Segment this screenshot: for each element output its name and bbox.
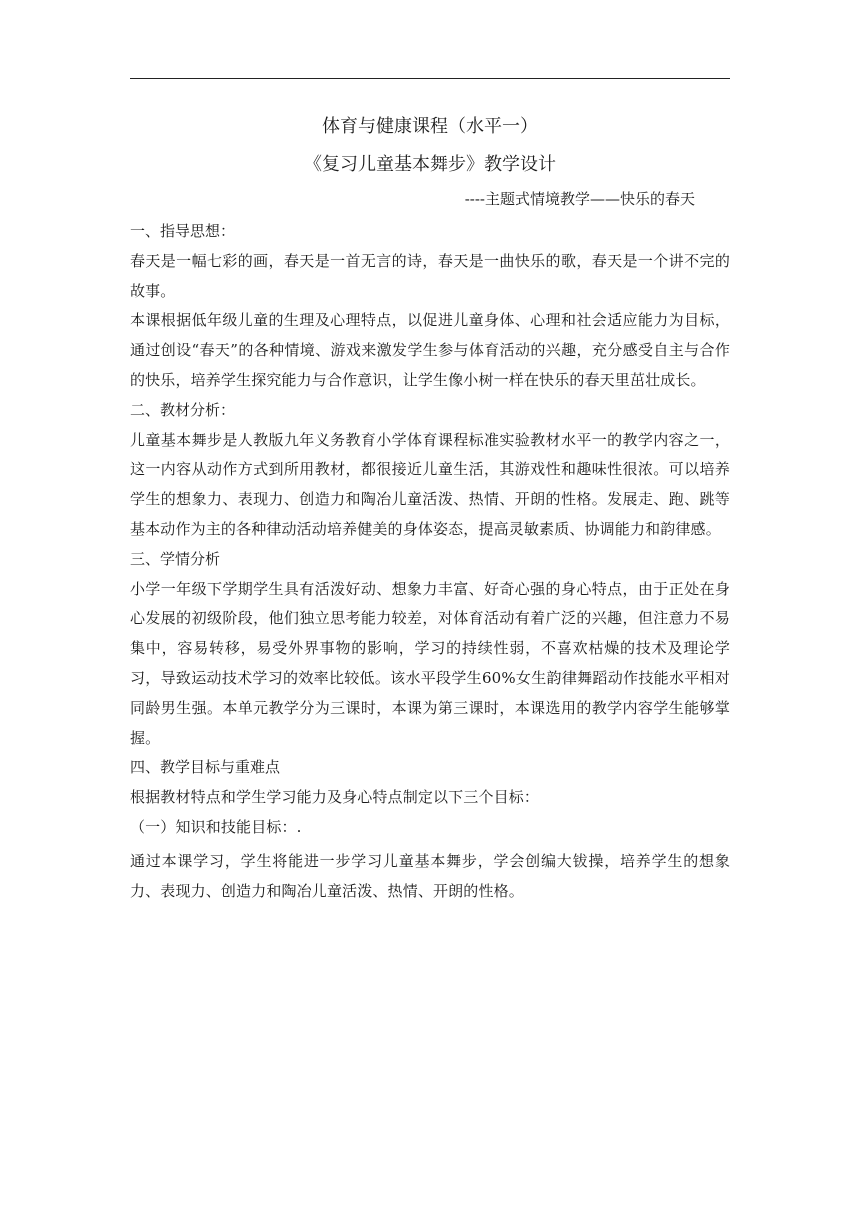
paragraph: 儿童基本舞步是人教版九年义务教育小学体育课程标准实验教材水平一的教学内容之一，这一内容从动作方式到所用教材，都很接近儿童生活，其游戏性和趣味性很浓。可以培养学生的想象力、表现力、创造力和陶冶儿童活泼、热情、开朗的性格。发展走、跑、跳等基本动作为主的各种律动活动培养健美的身体姿态，提高灵敏素质、协调能力和韵律感。: [130, 430, 730, 538]
section-heading: 四、教学目标与重难点: [130, 758, 281, 777]
subheading: （一）知识和技能目标：.: [130, 817, 302, 836]
section-heading: 二、教材分析：: [130, 400, 236, 419]
paragraph: 小学一年级下学期学生具有活泼好动、想象力丰富、好奇心强的身心特点，由于正处在身心发展的初级阶段，他们独立思考能力较差，对体育活动有着广泛的兴趣，但注意力不易集中，容易转移，易受外界事物的影响，学习的持续性弱，不喜欢枯燥的技术及理论学习，导致运动技术学习的效率比较低。该水平段学生60%女生韵律舞蹈动作技能水平相对同龄男生强。本单元教学分为三课时，本课为第三课时，本课选用的教学内容学生能够掌握。: [130, 579, 730, 747]
section-guiding-thought: [130, 217, 730, 396]
section-teaching-goals: [130, 753, 730, 906]
document-title: 体育与健康课程（水平一）: [322, 116, 538, 137]
document-body: [130, 106, 730, 906]
document-subtitle: 《复习儿童基本舞步》教学设计: [304, 154, 556, 175]
section-material-analysis: [130, 396, 730, 545]
section-heading: 一、指导思想：: [130, 222, 236, 240]
header-rule: [130, 78, 730, 79]
section-heading: 三、学情分析: [130, 549, 221, 568]
paragraph: 春天是一幅七彩的画，春天是一首无言的诗，春天是一曲快乐的歌，春天是一个讲不完的故事。: [130, 251, 730, 300]
document-theme: ----主题式情境教学——快乐的春天: [464, 190, 695, 208]
paragraph: 根据教材特点和学生学习能力及身心特点制定以下三个目标：: [130, 788, 540, 807]
section-student-analysis: [130, 545, 730, 754]
paragraph: 通过本课学习，学生将能进一步学习儿童基本舞步，学会创编大钹操，培养学生的想象力、表现力、创造力和陶冶儿童活泼、热情、开朗的性格。: [130, 851, 730, 900]
paragraph: 本课根据低年级儿童的生理及心理特点，以促进儿童身体、心理和社会适应能力为目标，通过创设“春天”的各种情境、游戏来激发学生参与体育活动的兴趣，充分感受自主与合作的快乐，培养学生探究能力与合作意识，让学生像小树一样在快乐的春天里茁壮成长。: [130, 311, 730, 389]
